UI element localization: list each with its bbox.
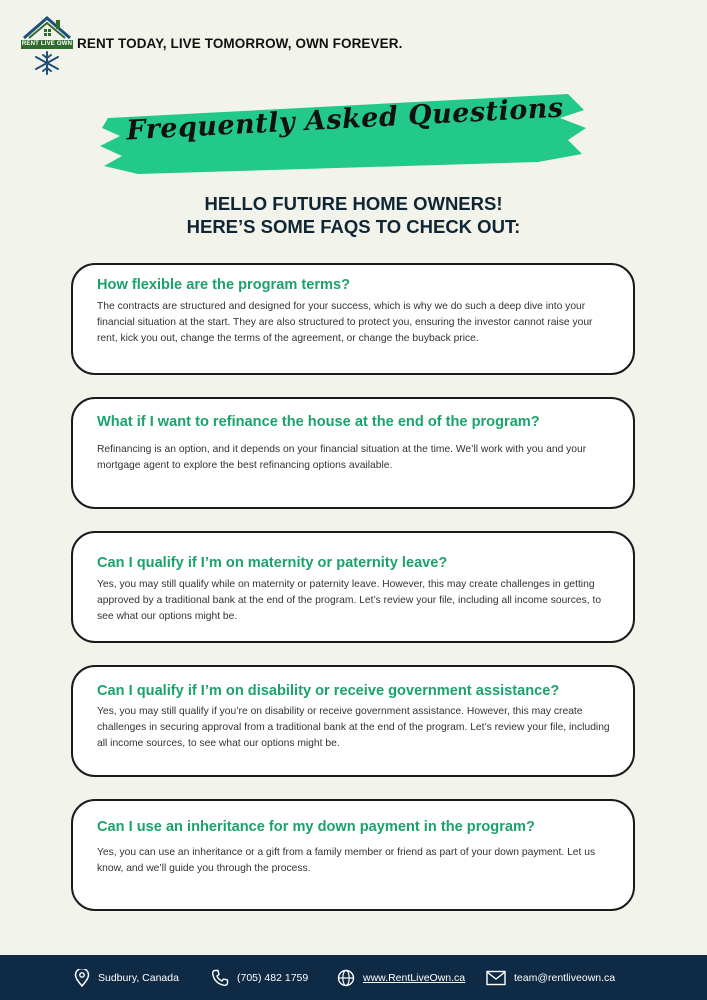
faq-card: [71, 263, 635, 375]
faq-card: [71, 397, 635, 509]
faq-title: Frequently Asked Questions: [125, 92, 565, 147]
footer-email[interactable]: [486, 968, 615, 988]
faq-question: Can I qualify if I’m on maternity or paternity leave?: [97, 555, 448, 571]
intro-line-2: HERE’S SOME FAQS TO CHECK OUT:: [186, 216, 521, 237]
intro-line-1: HELLO FUTURE HOME OWNERS!: [204, 193, 503, 214]
footer-website-link[interactable]: www.RentLiveOwn.ca: [363, 972, 466, 984]
phone-icon: [211, 969, 229, 987]
tagline: RENT TODAY, LIVE TOMORROW, OWN FOREVER.: [77, 36, 403, 51]
faq-answer: Yes, you may still qualify while on maternity or paternity leave. However, this may create challenges in getting approved by a traditional bank at the end of the program. Let’s review your file, including all income sources, to see what our options might be.: [97, 579, 602, 622]
faq-question: Can I qualify if I’m on disability or receive government assistance?: [97, 683, 560, 699]
logo-text: RENT LIVE OWN: [21, 41, 73, 47]
faq-answer: The contracts are structured and designed for your success, which is why we do such a deep dive into your financial situation at the start. They are also structured to protect you, ensuring the investor cannot raise your rent, kick you out, change the terms of the agreement, or change the buyback price.: [97, 301, 593, 344]
faq-answer: Refinancing is an option, and it depends on your financial situation at the time. We’ll work with you and your mortgage agent to explore the best refinancing options available.: [97, 444, 587, 471]
footer: [0, 955, 707, 1000]
faq-answer: Yes, you can use an inheritance or a gift from a family member or friend as part of your down payment. Let us know, and we’ll guide you through the process.: [97, 847, 596, 874]
faq-question: Can I use an inheritance for my down payment in the program?: [97, 819, 535, 835]
rent-live-own-logo: [20, 14, 74, 76]
faq-answer: Yes, you may still qualify if you’re on disability or receive government assistance. However, this may create challenges in securing approval from a traditional bank at the end of the program. Let’s review your file, including all income sources, to see what our options might be.: [97, 706, 610, 749]
globe-icon: [337, 969, 355, 987]
mail-icon: [486, 970, 506, 986]
faq-card: [71, 799, 635, 911]
header: [20, 14, 74, 76]
footer-location-text: Sudbury, Canada: [98, 972, 179, 984]
faq-question: How flexible are the program terms?: [97, 277, 351, 293]
footer-website[interactable]: [337, 968, 465, 988]
faq-card: [71, 531, 635, 643]
intro-heading: [0, 192, 707, 238]
footer-phone-text[interactable]: (705) 482 1759: [237, 972, 309, 984]
footer-location: [74, 968, 179, 988]
location-pin-icon: [74, 969, 90, 987]
faq-question: What if I want to refinance the house at the end of the program?: [97, 414, 540, 430]
footer-email-text[interactable]: team@rentliveown.ca: [514, 972, 616, 984]
footer-phone[interactable]: [211, 968, 308, 988]
faq-card: [71, 665, 635, 777]
